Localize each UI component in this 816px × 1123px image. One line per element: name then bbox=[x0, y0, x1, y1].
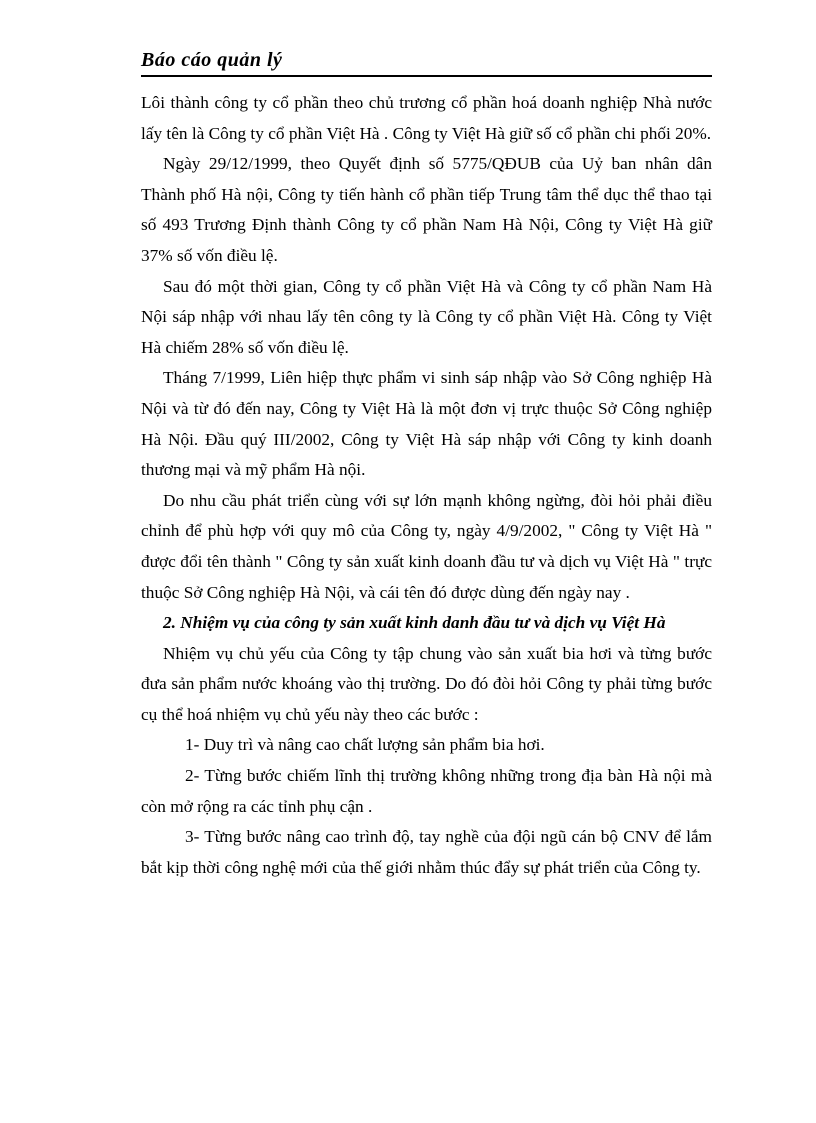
list-item: 2- Từng bước chiếm lĩnh thị trường không những trong địa bàn Hà nội mà còn mở rộng ra các tỉnh phụ cận . bbox=[141, 766, 712, 816]
paragraph: Nhiệm vụ chủ yếu của Công ty tập chung vào sản xuất bia hơi và từng bước đưa sản phẩm nước khoáng vào thị trường. Do đó đòi hỏi Công ty phải từng bước cụ thể hoá nhiệm vụ chủ yếu này theo các bước : bbox=[141, 643, 712, 724]
page-header bbox=[141, 47, 712, 77]
paragraph: Sau đó một thời gian, Công ty cổ phần Việt Hà và Công ty cổ phần Nam Hà Nội sáp nhập với nhau lấy tên công ty là Công ty cổ phần Việt Hà. Công ty Việt Hà chiếm 28% số vốn điều lệ. bbox=[141, 276, 712, 357]
list-item: 3- Từng bước nâng cao trình độ, tay nghề của đội ngũ cán bộ CNV để lắm bắt kịp thời công nghệ mới của thế giới nhằm thúc đẩy sự phát triển của Công ty. bbox=[141, 827, 712, 877]
paragraph: Ngày 29/12/1999, theo Quyết định số 5775/QĐUB của Uỷ ban nhân dân Thành phố Hà nội, Công ty tiến hành cổ phần tiếp Trung tâm thể dục thể thao tại số 493 Trương Định thành Công ty cổ phần Nam Hà Nội, Công ty Việt Hà giữ 37% số vốn điều lệ. bbox=[141, 154, 712, 265]
paragraph: Tháng 7/1999, Liên hiệp thực phẩm vi sinh sáp nhập vào Sở Công nghiệp Hà Nội và từ đó đến nay, Công ty Việt Hà là một đơn vị trực thuộc Sở Công nghiệp Hà Nội. Đầu quý III/2002, Công ty Việt Hà sáp nhập với Công ty kinh doanh thương mại và mỹ phẩm Hà nội. bbox=[141, 368, 712, 480]
list-item: 1- Duy trì và nâng cao chất lượng sản phẩm bia hơi. bbox=[185, 735, 545, 755]
document-body bbox=[141, 88, 712, 883]
page-title: Báo cáo quản lý bbox=[141, 49, 283, 71]
section-heading: 2. Nhiệm vụ của công ty sản xuất kinh danh đầu tư và dịch vụ Việt Hà bbox=[163, 613, 666, 633]
paragraph: Do nhu cầu phát triển cùng với sự lớn mạnh không ngừng, đòi hỏi phải điều chỉnh để phù hợp với quy mô của Công ty, ngày 4/9/2002, " Công ty Việt Hà " được đổi tên thành " Công ty sản xuất kinh doanh đầu tư và dịch vụ Việt Hà " trực thuộc Sở Công nghiệp Hà Nội, và cái tên đó được dùng đến ngày nay . bbox=[141, 490, 712, 602]
paragraph: Lôi thành công ty cổ phần theo chủ trương cổ phần hoá doanh nghiệp Nhà nước lấy tên là Công ty cổ phần Việt Hà . Công ty Việt Hà giữ số cổ phần chi phối 20%. bbox=[141, 93, 712, 143]
